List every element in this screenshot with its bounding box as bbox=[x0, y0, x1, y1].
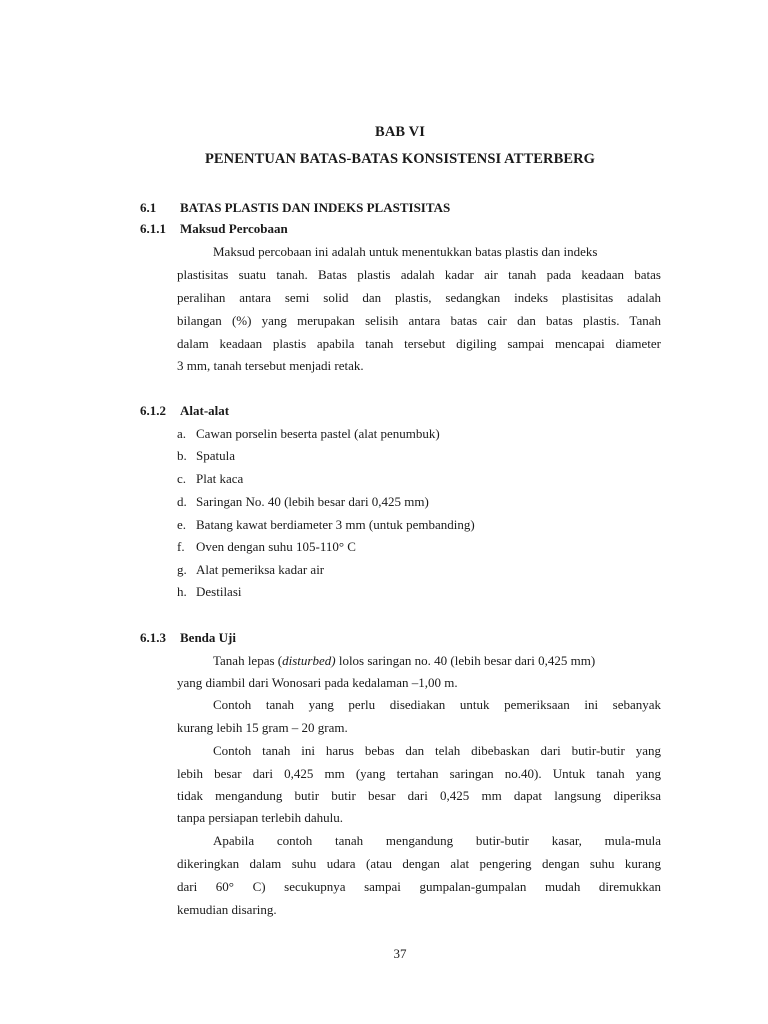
list-item-letter: a. bbox=[177, 426, 187, 441]
paragraph-line: lebih besar dari 0,425 mm (yang tertahan saringan no.40). Untuk tanah yang bbox=[177, 766, 661, 781]
paragraph-line: bilangan (%) yang merupakan selisih antara batas cair dan batas plastis. Tanah bbox=[177, 313, 661, 328]
list-item: Alat pemeriksa kadar air bbox=[196, 562, 325, 577]
subsection-3-title: Benda Uji bbox=[180, 630, 236, 645]
paragraph-line: Contoh tanah yang perlu disediakan untuk pemeriksaan ini sebanyak bbox=[213, 697, 661, 712]
paragraph-line: tanpa persiapan terlebih dahulu. bbox=[177, 810, 344, 825]
list-item-letter: e. bbox=[177, 517, 187, 532]
paragraph-line: plastisitas suatu tanah. Batas plastis adalah kadar air tanah pada keadaan batas bbox=[177, 267, 661, 282]
paragraph-line: peralihan antara semi solid dan plastis, sedangkan indeks plastisitas adalah bbox=[177, 290, 661, 305]
list-item-letter: c. bbox=[177, 471, 187, 486]
text-span: lolos saringan no. 40 (lebih besar dari 0,425 mm) bbox=[335, 653, 596, 668]
list-item: Plat kaca bbox=[196, 471, 244, 486]
paragraph-line: dikeringkan dalam suhu udara (atau dengan alat pengering dengan suhu kurang bbox=[177, 856, 661, 871]
paragraph-line: Maksud percobaan ini adalah untuk menentukkan batas plastis dan indeks bbox=[213, 244, 598, 259]
list-item: Saringan No. 40 (lebih besar dari 0,425 mm) bbox=[196, 494, 429, 509]
text-span: Tanah lepas ( bbox=[213, 653, 283, 668]
paragraph-line: kurang lebih 15 gram – 20 gram. bbox=[177, 720, 348, 735]
paragraph-line: dalam keadaan plastis apabila tanah tersebut digiling sampai mencapai diameter bbox=[177, 336, 661, 351]
subsection-1-number: 6.1.1 bbox=[140, 221, 166, 236]
subsection-2-number: 6.1.2 bbox=[140, 403, 166, 418]
list-item-letter: g. bbox=[177, 562, 187, 577]
list-item: Cawan porselin beserta pastel (alat penumbuk) bbox=[196, 426, 440, 441]
paragraph-line: kemudian disaring. bbox=[177, 902, 277, 917]
section-number: 6.1 bbox=[140, 200, 157, 215]
paragraph-line bbox=[213, 653, 595, 669]
list-item: Oven dengan suhu 105-110° C bbox=[196, 539, 356, 554]
paragraph-line: Contoh tanah ini harus bebas dan telah dibebaskan dari butir-butir yang bbox=[213, 743, 661, 758]
page-number: 37 bbox=[393, 946, 407, 961]
list-item-letter: d. bbox=[177, 494, 187, 509]
section-title: BATAS PLASTIS DAN INDEKS PLASTISITAS bbox=[180, 200, 451, 215]
list-item-letter: b. bbox=[177, 448, 187, 463]
subsection-1-title: Maksud Percobaan bbox=[180, 221, 288, 236]
chapter-title: PENENTUAN BATAS-BATAS KONSISTENSI ATTERBERG bbox=[204, 151, 596, 167]
list-item: Spatula bbox=[196, 448, 235, 463]
subsection-2-title: Alat-alat bbox=[180, 403, 230, 418]
subsection-3-number: 6.1.3 bbox=[140, 630, 166, 645]
paragraph-line: dari 60° C) secukupnya sampai gumpalan-gumpalan mudah diremukkan bbox=[177, 879, 661, 894]
paragraph-line: 3 mm, tanah tersebut menjadi retak. bbox=[177, 358, 364, 373]
paragraph-line: Apabila contoh tanah mengandung butir-butir kasar, mula-mula bbox=[213, 833, 661, 848]
paragraph-line: tidak mengandung butir butir besar dari 0,425 mm dapat langsung diperiksa bbox=[177, 788, 661, 803]
italic-term: disturbed) bbox=[282, 653, 336, 668]
list-item-letter: f. bbox=[177, 539, 185, 554]
list-item: Destilasi bbox=[196, 584, 242, 599]
chapter-number: BAB VI bbox=[375, 124, 425, 140]
list-item-letter: h. bbox=[177, 584, 187, 599]
paragraph-line: yang diambil dari Wonosari pada kedalaman –1,00 m. bbox=[177, 675, 458, 690]
list-item: Batang kawat berdiameter 3 mm (untuk pembanding) bbox=[196, 517, 475, 532]
